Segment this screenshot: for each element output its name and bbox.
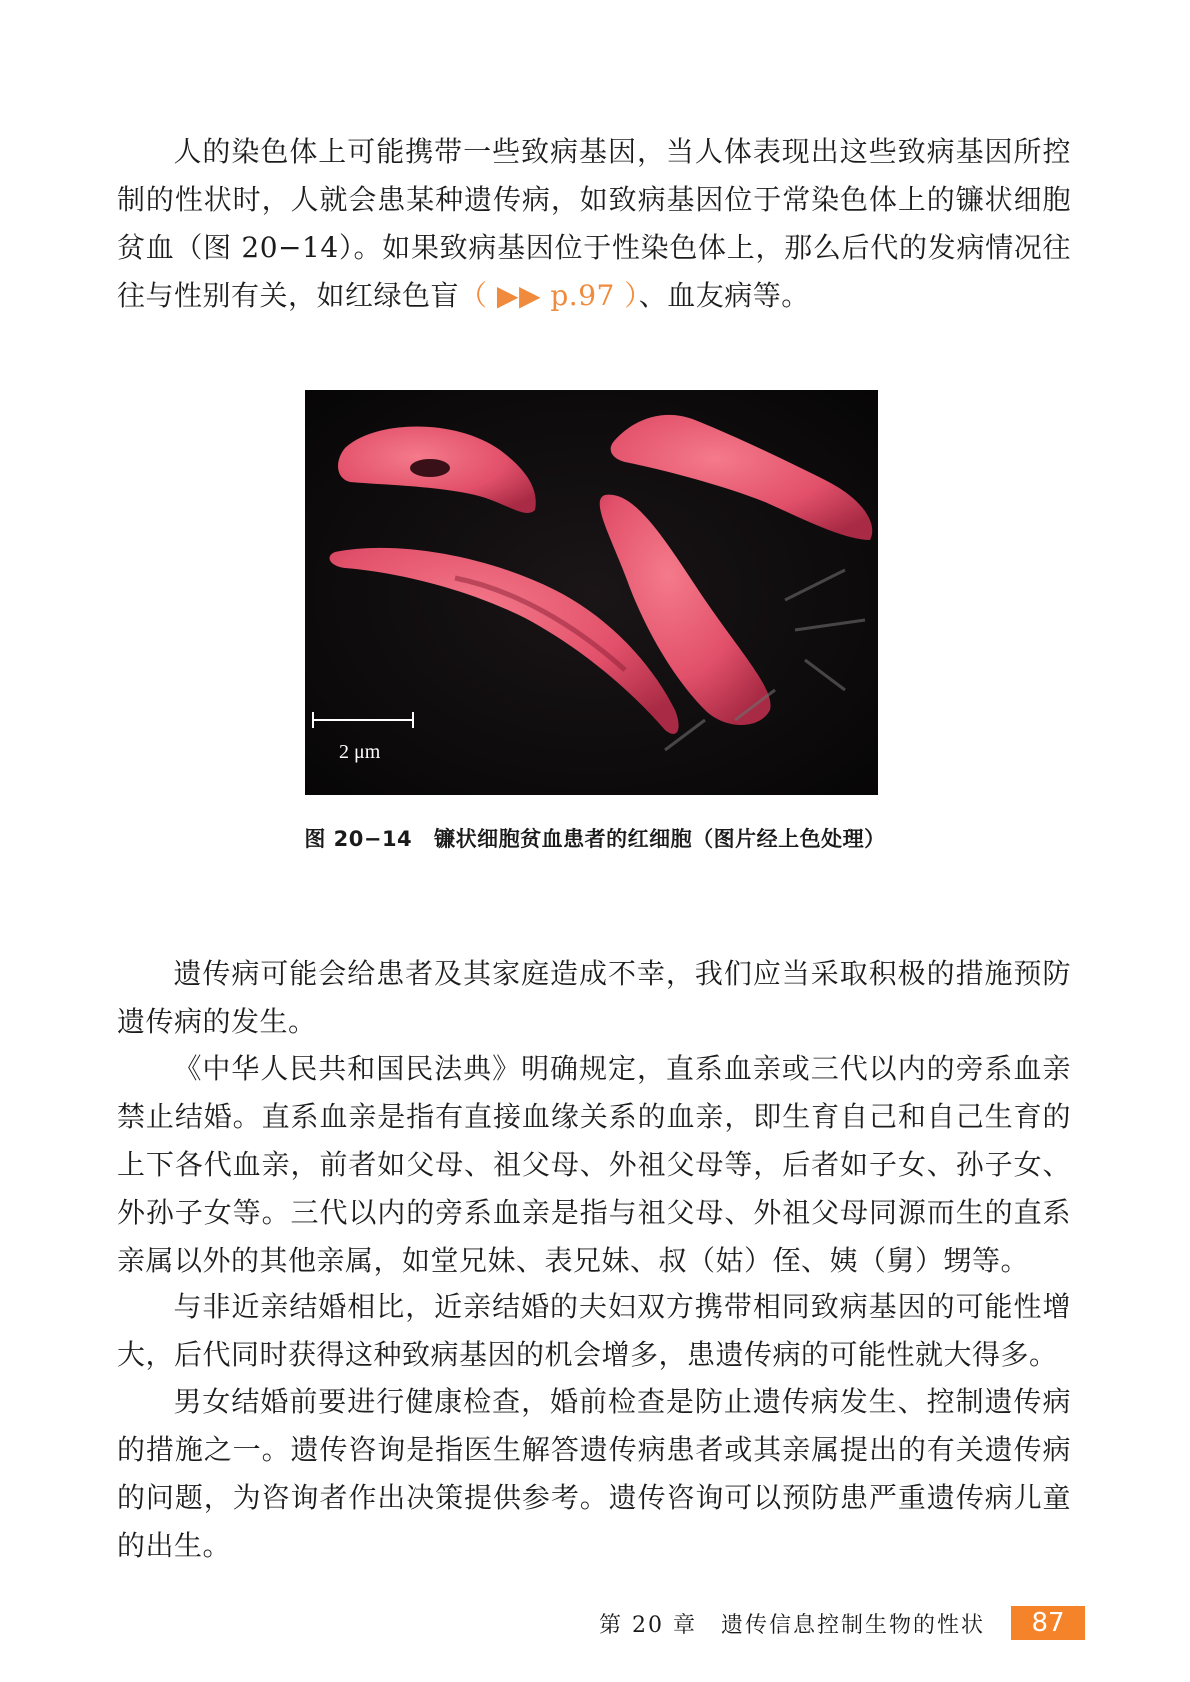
paragraph-text: 遗传病可能会给患者及其家庭造成不幸，我们应当采取积极的措施预防遗传病的发生。 [117,957,1071,1038]
micrograph-image [305,390,878,795]
page-number: 87 [1011,1606,1085,1640]
scale-bar-label: 2 μm [339,741,381,763]
paragraph-text: 人的染色体上可能携带一些致病基因，当人体表现出这些致病基因所控制的性状时，人就会患某种遗传病，如致病基因位于常染色体上的镰状细胞贫血（图 20−14）。如果致病基因位于性染色体上，那么后代的发病情况往往与性别有关，如红绿色盲 [117,135,1071,312]
figure-caption [0,823,1190,853]
chapter-title: 第 20 章 遗传信息控制生物的性状 [599,1612,985,1638]
paragraph-text: 与非近亲结婚相比，近亲结婚的夫妇双方携带相同致病基因的可能性增大，后代同时获得这种致病基因的机会增多，患遗传病的可能性就大得多。 [117,1290,1071,1371]
figure-number: 图 20−14 [304,827,413,851]
paragraph-tail: 、血友病等。 [638,279,810,312]
paragraph-text: 《中华人民共和国民法典》明确规定，直系血亲或三代以内的旁系血亲禁止结婚。直系血亲是指有直接血缘关系的血亲，即生育自己和自己生育的上下各代血亲，前者如父母、祖父母、外祖父母等，后者如子女、孙子女、外孙子女等。三代以内的旁系血亲是指与祖父母、外祖父母同源而生的直系亲属以外的其他亲属，如堂兄妹、表兄妹、叔（姑）侄、姨（舅）甥等。 [117,1052,1071,1277]
page-cross-reference-link[interactable]: （ ▶▶ p.97 ） [459,279,639,312]
paragraph-prevention [117,950,1071,1046]
sickle-cell-micrograph [305,390,878,795]
paragraph-civil-code [117,1045,1071,1285]
page-footer [599,1604,1085,1642]
figure-caption-text: 镰状细胞贫血患者的红细胞（图片经上色处理） [434,827,886,851]
paragraph-consanguinity [117,1283,1071,1379]
paragraph-text: 男女结婚前要进行健康检查，婚前检查是防止遗传病发生、控制遗传病的措施之一。遗传咨询是指医生解答遗传病患者或其亲属提出的有关遗传病的问题，为咨询者作出决策提供参考。遗传咨询可以预防患严重遗传病儿童的出生。 [117,1385,1071,1562]
paragraph-genetic-counseling [117,1378,1071,1570]
paragraph-sickle-cell-intro [117,128,1071,320]
